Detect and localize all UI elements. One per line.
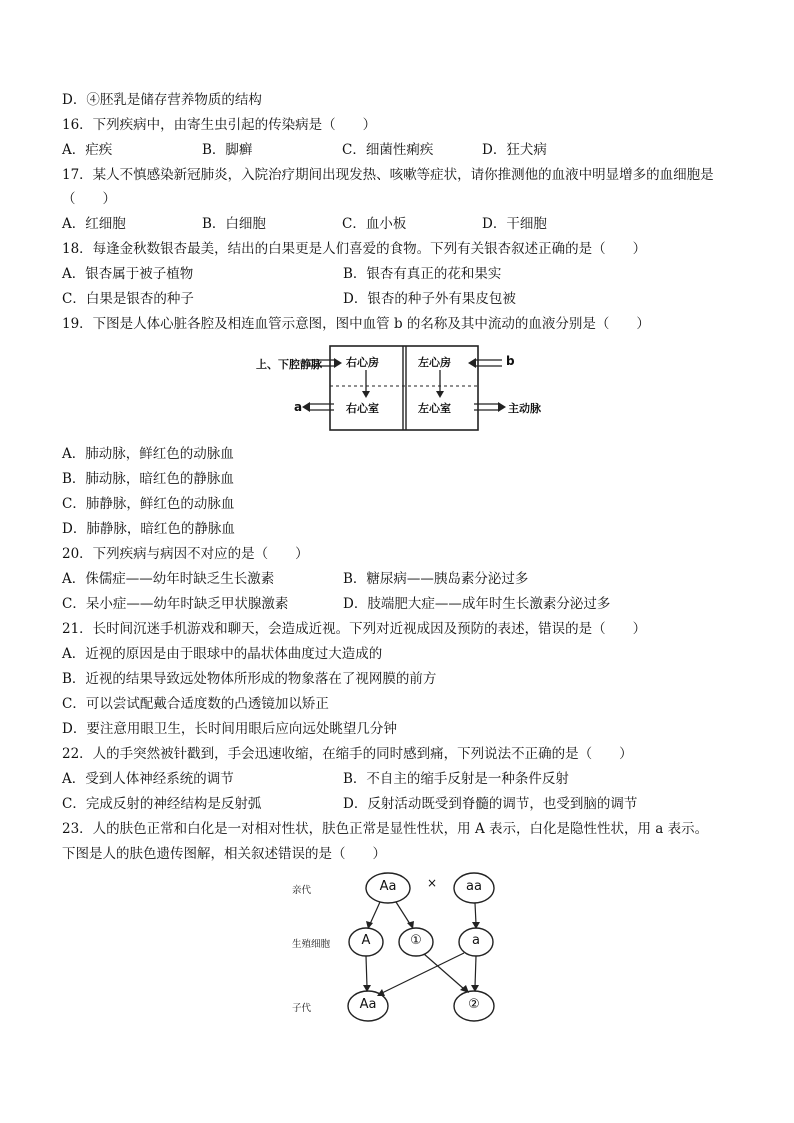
q15-option-d: D．④胚乳是储存营养物质的结构: [62, 92, 262, 108]
label-right-ventricle: 右心室: [346, 402, 379, 415]
q18-option-d: D．银杏的种子外有果皮包被: [343, 291, 516, 307]
q16-option-c: C．细菌性痢疾: [342, 142, 434, 158]
heart-diagram-lines: [262, 340, 542, 436]
q19-option-b: B．肺动脉，暗红色的静脉血: [62, 471, 234, 487]
label-right-atrium: 右心房: [346, 356, 379, 369]
label-aorta: 主动脉: [508, 402, 541, 415]
q19-option-a: A．肺动脉，鲜红色的动脉血: [62, 446, 234, 462]
genetics-diagram: [290, 866, 520, 1028]
label-vena-cava: 上、下腔静脉: [256, 358, 322, 371]
q22-option-c: C．完成反射的神经结构是反射弧: [62, 796, 262, 812]
label-left-ventricle: 左心室: [418, 402, 451, 415]
q20-option-c: C．呆小症——幼年时缺乏甲状腺激素: [62, 596, 289, 612]
q22-option-b: B．不自主的缩手反射是一种条件反射: [343, 771, 569, 787]
q21-stem: 21．长时间沉迷手机游戏和聊天，会造成近视。下列对近视成因及预防的表述，错误的是（ ）: [62, 621, 647, 637]
q18-option-a: A．银杏属于被子植物: [62, 266, 194, 282]
gamete-A: A: [361, 933, 371, 948]
parent2-genotype: aa: [466, 879, 482, 894]
gamete-a: a: [472, 933, 480, 948]
offspring-Aa: Aa: [359, 997, 377, 1012]
q21-option-b: B．近视的结果导致远处物体所形成的物象落在了视网膜的前方: [62, 671, 437, 687]
q22-option-a: A．受到人体神经系统的调节: [62, 771, 234, 787]
q17-option-d: D．干细胞: [482, 216, 547, 232]
label-vessel-b: b: [506, 354, 515, 368]
q17-options: [62, 215, 762, 233]
q22-option-d: D．反射活动既受到脊髓的调节，也受到脑的调节: [343, 796, 638, 812]
q20-option-a: A．侏儒症——幼年时缺乏生长激素: [62, 571, 275, 587]
q16-stem: 16．下列疾病中，由寄生虫引起的传染病是（ ）: [62, 117, 377, 133]
q18-stem: 18．每逢金秋数银杏最美，结出的白果更是人们喜爱的食物。下列有关银杏叙述正确的是（ ）: [62, 241, 647, 257]
heart-diagram: [256, 340, 542, 436]
gamete-1: ①: [410, 933, 422, 948]
offspring-2: ②: [468, 997, 480, 1012]
q21-option-d: D．要注意用眼卫生，长时间用眼后应向远处眺望几分钟: [62, 721, 397, 737]
q20-stem: 20．下列疾病与病因不对应的是（ ）: [62, 546, 309, 562]
q23-stem-cont: 下图是人的肤色遗传图解，相关叙述错误的是（ ）: [62, 846, 386, 862]
q16-option-a: A．疟疾: [62, 142, 113, 158]
q21-option-a: A．近视的原因是由于眼球中的晶状体曲度过大造成的: [62, 646, 383, 662]
q17-option-c: C．血小板: [342, 216, 407, 232]
q18-option-c: C．白果是银杏的种子: [62, 291, 194, 307]
q16-option-d: D．狂犬病: [482, 142, 547, 158]
q17-stem: 17．某人不慎感染新冠肺炎，入院治疗期间出现发热、咳嗽等症状，请你推测他的血液中明显增多的血细胞是: [62, 167, 714, 183]
q23-stem: 23．人的肤色正常和白化是一对相对性状，肤色正常是显性性状，用 A 表示，白化是隐性性状，用 a 表示。: [62, 821, 709, 837]
label-left-atrium: 左心房: [418, 356, 451, 369]
q22-stem: 22．人的手突然被针戳到，手会迅速收缩，在缩手的同时感到痛，下列说法不正确的是（ ）: [62, 746, 633, 762]
q21-option-c: C．可以尝试配戴合适度数的凸透镜加以矫正: [62, 696, 329, 712]
cross-symbol: ×: [426, 876, 438, 890]
q20-option-b: B．糖尿病——胰岛素分泌过多: [343, 571, 529, 587]
row-label-gamete: 生殖细胞: [292, 939, 331, 950]
q17-option-b: B．白细胞: [202, 216, 266, 232]
row-label-parent: 亲代: [292, 885, 312, 896]
row-label-offspring: 子代: [292, 1003, 312, 1014]
q20-option-d: D．肢端肥大症——成年时生长激素分泌过多: [343, 596, 611, 612]
q19-stem: 19．下图是人体心脏各腔及相连血管示意图，图中血管 b 的名称及其中流动的血液分别是（ ）: [62, 316, 650, 332]
q17-option-a: A．红细胞: [62, 216, 126, 232]
q19-option-d: D．肺静脉，暗红色的静脉血: [62, 521, 235, 537]
q18-option-b: B．银杏有真正的花和果实: [343, 266, 502, 282]
q19-option-c: C．肺静脉，鲜红色的动脉血: [62, 496, 235, 512]
label-vessel-a: a: [294, 400, 303, 414]
q16-options: [62, 141, 762, 159]
q16-option-b: B．脚癣: [202, 142, 253, 158]
parent1-genotype: Aa: [379, 879, 397, 894]
q17-stem-cont: （ ）: [62, 191, 116, 207]
